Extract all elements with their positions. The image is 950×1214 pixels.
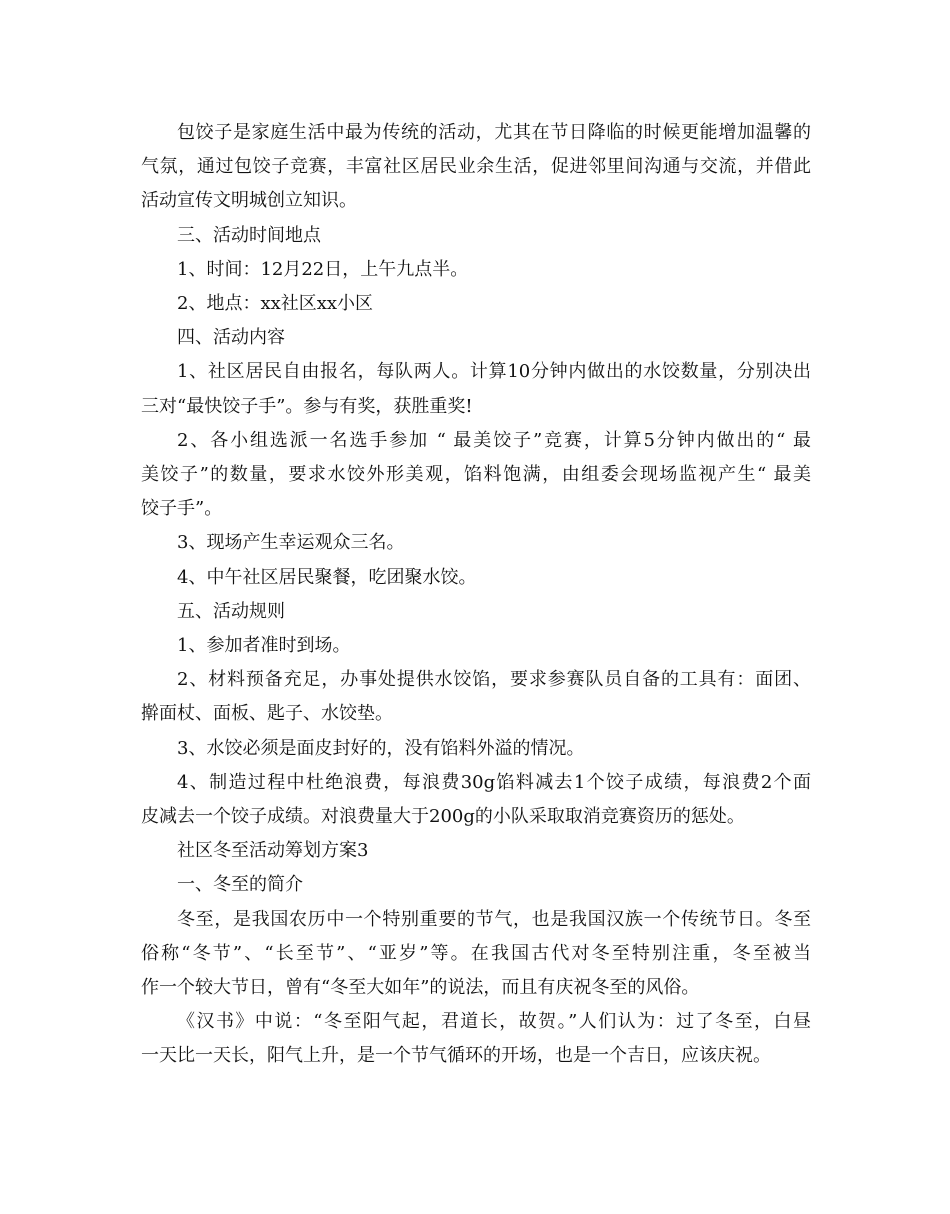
paragraph [141,321,811,355]
text-line: 2、材料预备充足，办事处提供水饺馅，要求参赛队员自备的工具有：面团、 [177,669,811,691]
text-line: 三、活动时间地点 [177,224,321,246]
text-line: 五、活动规则 [177,600,285,622]
text-line: 气氛，通过包饺子竞赛，丰富社区居民业余生活，促进邻里间沟通与交流，并借此 [141,156,811,178]
paragraph [141,629,811,663]
paragraph [141,834,811,868]
paragraph [141,903,811,1006]
text-line: 美饺子”的数量，要求水饺外形美观，馅料饱满，由组委会现场监视产生“ 最美 [141,464,811,486]
text-line: 包饺子是家庭生活中最为传统的活动，尤其在节日降临的时候更能增加温馨的 [177,122,811,143]
text-line: 皮减去一个饺子成绩。对浪费量大于200g的小队采取取消竞赛资历的惩处。 [141,806,745,828]
paragraph [141,355,811,423]
text-line: 饺子手”。 [141,498,223,520]
text-line: 活动宣传文明城创立知识。 [141,190,357,212]
text-line: 2、地点：xx社区xx小区 [177,293,374,315]
paragraph [141,595,811,629]
text-line: 三对“最快饺子手”。参与有奖，获胜重奖! [141,395,473,417]
text-line: 2、各小组选派一名选手参加 “ 最美饺子”竞赛，计算5分钟内做出的“ 最 [177,429,811,451]
text-line: 作一个较大节日，曾有“冬至大如年”的说法，而且有庆祝冬至的风俗。 [141,977,700,999]
text-line: 擀面杖、面板、匙子、水饺垫。 [141,703,393,725]
paragraph [141,424,811,527]
text-line: 3、现场产生幸运观众三名。 [177,532,405,554]
text-line: 4、中午社区居民聚餐，吃团聚水饺。 [177,566,477,588]
paragraph [141,732,811,766]
paragraph [141,219,811,253]
text-line: 一、冬至的简介 [177,874,303,896]
text-line: 《汉书》中说：“冬至阳气起，君道长，故贺。”人们认为：过了冬至，白昼 [177,1011,811,1033]
text-line: 1、时间：12月22日，上午九点半。 [177,258,469,280]
paragraph [141,561,811,595]
paragraph [141,663,811,731]
text-line: 1、社区居民自由报名，每队两人。计算10分钟内做出的水饺数量，分别决出 [177,361,811,383]
paragraph [141,766,811,834]
text-line: 四、活动内容 [177,327,285,349]
paragraph [141,868,811,902]
paragraph [141,116,811,219]
text-line: 1、参加者准时到场。 [177,635,351,657]
text-line: 俗称“冬节”、“长至节”、“亚岁”等。在我国古代对冬至特别注重，冬至被当 [141,942,811,964]
text-line: 一天比一天长，阳气上升，是一个节气循环的开场，也是一个吉日，应该庆祝。 [141,1045,771,1067]
document-body [141,116,811,1074]
paragraph [141,253,811,287]
paragraph [141,1005,811,1073]
text-line: 4、制造过程中杜绝浪费，每浪费30g馅料减去1个饺子成绩，每浪费2个面 [177,771,811,793]
text-line: 冬至，是我国农历中一个特别重要的节气，也是我国汉族一个传统节日。冬至 [177,908,811,930]
text-line: 社区冬至活动筹划方案3 [177,840,369,862]
text-line: 3、水饺必须是面皮封好的，没有馅料外溢的情况。 [177,737,585,759]
paragraph [141,287,811,321]
paragraph [141,526,811,560]
